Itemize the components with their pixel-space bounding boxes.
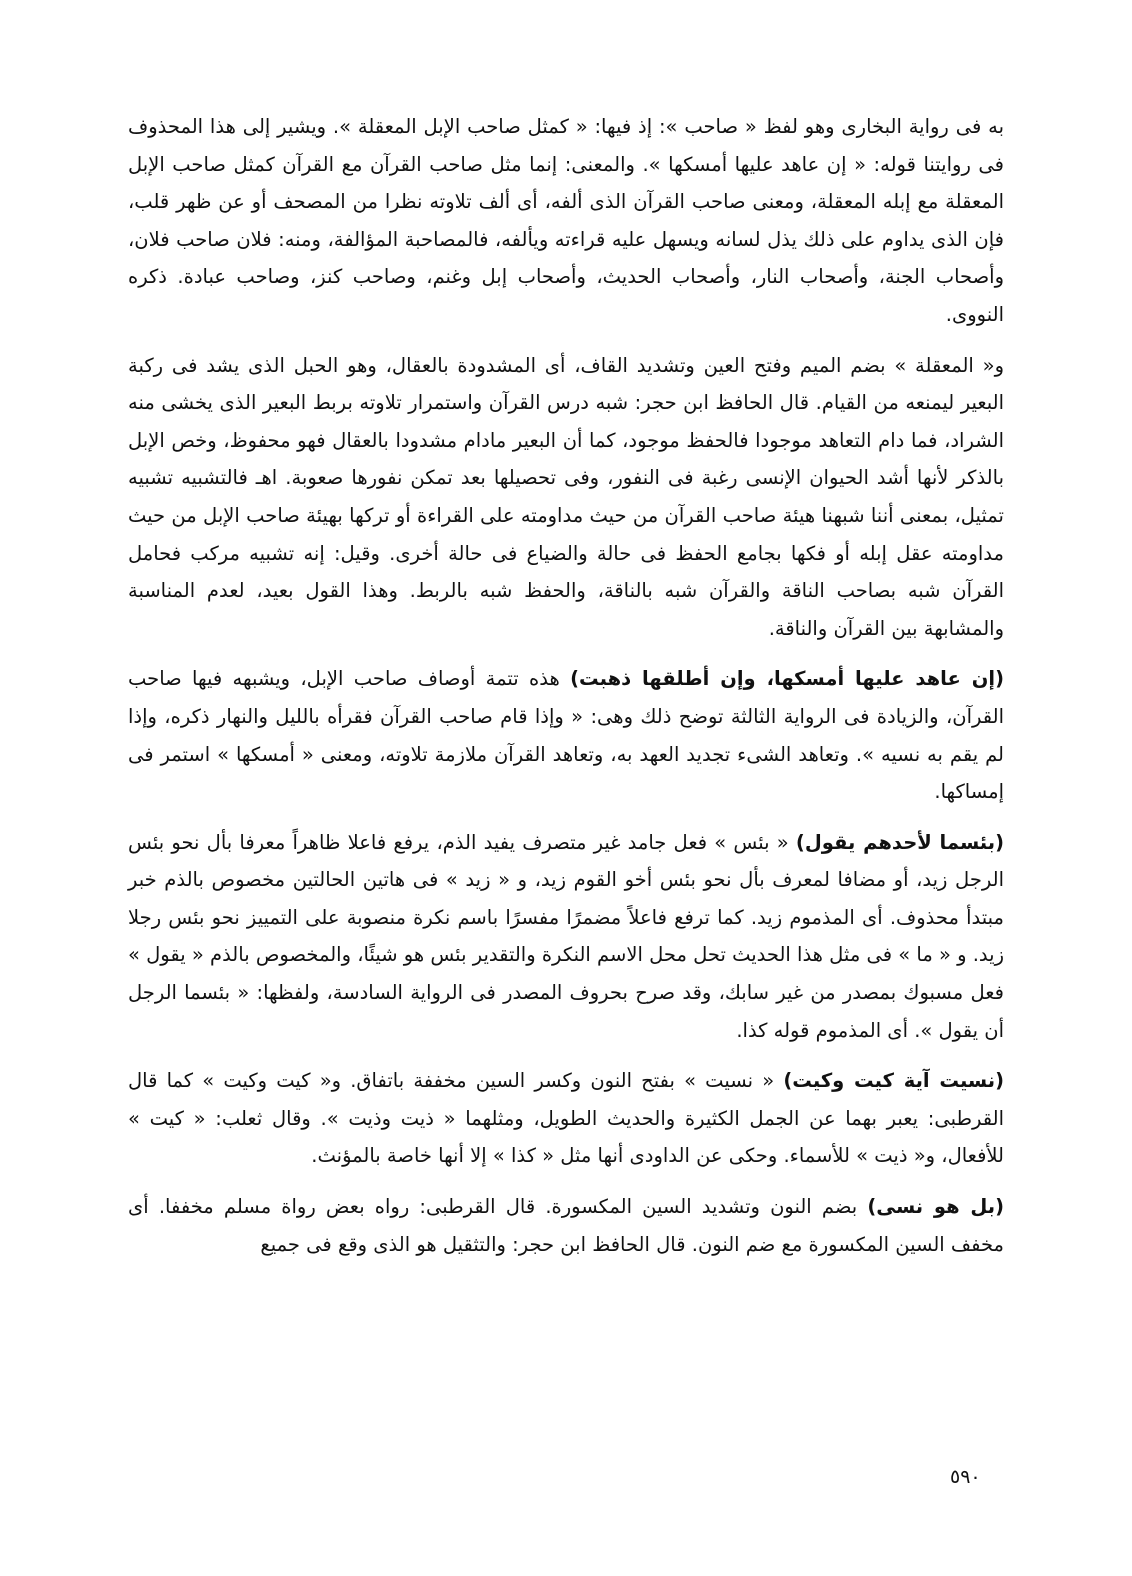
paragraph-text: بضم النون وتشديد السين المكسورة. قال القرطبى: رواه بعض رواة مسلم مخففا. أى مخفف السين المكسورة مع ضم النون. قال الحافظ ابن حجر: والتثقيل هو الذى وقع فى جميع <box>128 1195 1004 1256</box>
page-number: ٥٩٠ <box>950 1466 981 1488</box>
paragraph-text: به فى رواية البخارى وهو لفظ « صاحب »: إذ فيها: « كمثل صاحب الإبل المعقلة ». ويشير إلى هذا المحذوف فى روايتنا قوله: « إن عاهد عليها أمسكها ». والمعنى: إنما مثل صاحب القرآن مع القرآن كمثل صاحب الإبل المعقلة مع إبله المعقلة، ومعنى صاحب القرآن الذى ألفه، أى ألف تلاوته نظرا من المصحف أو عن ظهر قلب، فإن الذى يداوم على ذلك يذل لسانه ويسهل عليه قراءته ويألفه، فالمصاحبة المؤالفة، ومنه: فلان صاحب فلان، وأصحاب الجنة، وأصحاب النار، وأصحاب الحديث، وأصحاب إبل وغنم، وصاحب كنز، وصاحب عبادة. ذكره النووى. <box>128 115 1004 326</box>
paragraph-2 <box>128 347 1004 648</box>
paragraph-lead: (نسيت آية كيت وكيت) <box>783 1069 1005 1093</box>
paragraph-1 <box>128 108 1004 334</box>
paragraph-lead: (بل هو نسى) <box>867 1195 1004 1219</box>
paragraph-4 <box>128 824 1004 1050</box>
paragraph-3 <box>128 660 1004 810</box>
paragraph-text: « نسيت » بفتح النون وكسر السين مخففة باتفاق. و« كيت وكيت » كما قال القرطبى: يعبر بهما عن الجمل الكثيرة والحديث الطويل، ومثلهما « ذيت وذيت ». وقال ثعلب: « كيت » للأفعال، و« ذيت » للأسماء. وحكى عن الداودى أنها مثل « كذا » إلا أنها خاصة بالمؤنث. <box>128 1069 1004 1168</box>
paragraph-text: و« المعقلة » بضم الميم وفتح العين وتشديد القاف، أى المشدودة بالعقال، وهو الحبل الذى يشد فى ركبة البعير ليمنعه من القيام. قال الحافظ ابن حجر: شبه درس القرآن واستمرار تلاوته بربط البعير الذى يخشى منه الشراد، فما دام التعاهد موجودا فالحفظ موجود، كما أن البعير مادام مشدودا بالعقال فهو محفوظ، وخص الإبل بالذكر لأنها أشد الحيوان الإنسى رغبة فى النفور، وفى تحصيلها بعد تمكن نفورها صعوبة. اهـ فالتشبيه تشبيه تمثيل، بمعنى أننا شبهنا هيئة صاحب القرآن من حيث مداومته على القراءة أو تركها بهيئة صاحب الإبل من حيث مداومته عقل إبله أو فكها بجامع الحفظ فى حالة والضياع فى حالة أخرى. وقيل: إنه تشبيه مركب فحامل القرآن شبه بصاحب الناقة والقرآن شبه بالناقة، والحفظ شبه بالربط. وهذا القول بعيد، لعدم المناسبة والمشابهة بين القرآن والناقة. <box>128 353 1004 640</box>
paragraph-lead: (بئسما لأحدهم يقول) <box>795 830 1004 854</box>
paragraph-6 <box>128 1188 1004 1263</box>
paragraph-text: هذه تتمة أوصاف صاحب الإبل، ويشبهه فيها صاحب القرآن، والزيادة فى الرواية الثالثة توضح ذلك وهى: « وإذا قام صاحب القرآن فقرأه بالليل والنهار ذكره، وإذا لم يقم به نسيه ». وتعاهد الشىء تجديد العهد به، وتعاهد القرآن ملازمة تلاوته، ومعنى « أمسكها » استمر فى إمساكها. <box>128 667 1004 804</box>
paragraph-5 <box>128 1062 1004 1175</box>
paragraph-text: « بئس » فعل جامد غير متصرف يفيد الذم، يرفع فاعلا ظاهراً معرفا بأل نحو بئس الرجل زيد، أو مضافا لمعرف بأل نحو بئس أخو القوم زيد، و « زيد » فى هاتين الحالتين مخصوص بالذم خبر مبتدأ محذوف. أى المذموم زيد. كما ترفع فاعلاً مضمرًا مفسرًا باسم نكرة منصوبة على التمييز نحو بئس رجلا زيد. و « ما » فى مثل هذا الحديث تحل محل الاسم النكرة والتقدير بئس هو شيئًا، والمخصوص بالذم « يقول » فعل مسبوك بمصدر من غير سابك، وقد صرح بحروف المصدر فى الرواية السادسة، ولفظها: « بئسما الرجل أن يقول ». أى المذموم قوله كذا. <box>128 830 1004 1042</box>
paragraph-lead: (إن عاهد عليها أمسكها، وإن أطلقها ذهبت) <box>570 667 1004 691</box>
document-body <box>128 108 1004 1276</box>
